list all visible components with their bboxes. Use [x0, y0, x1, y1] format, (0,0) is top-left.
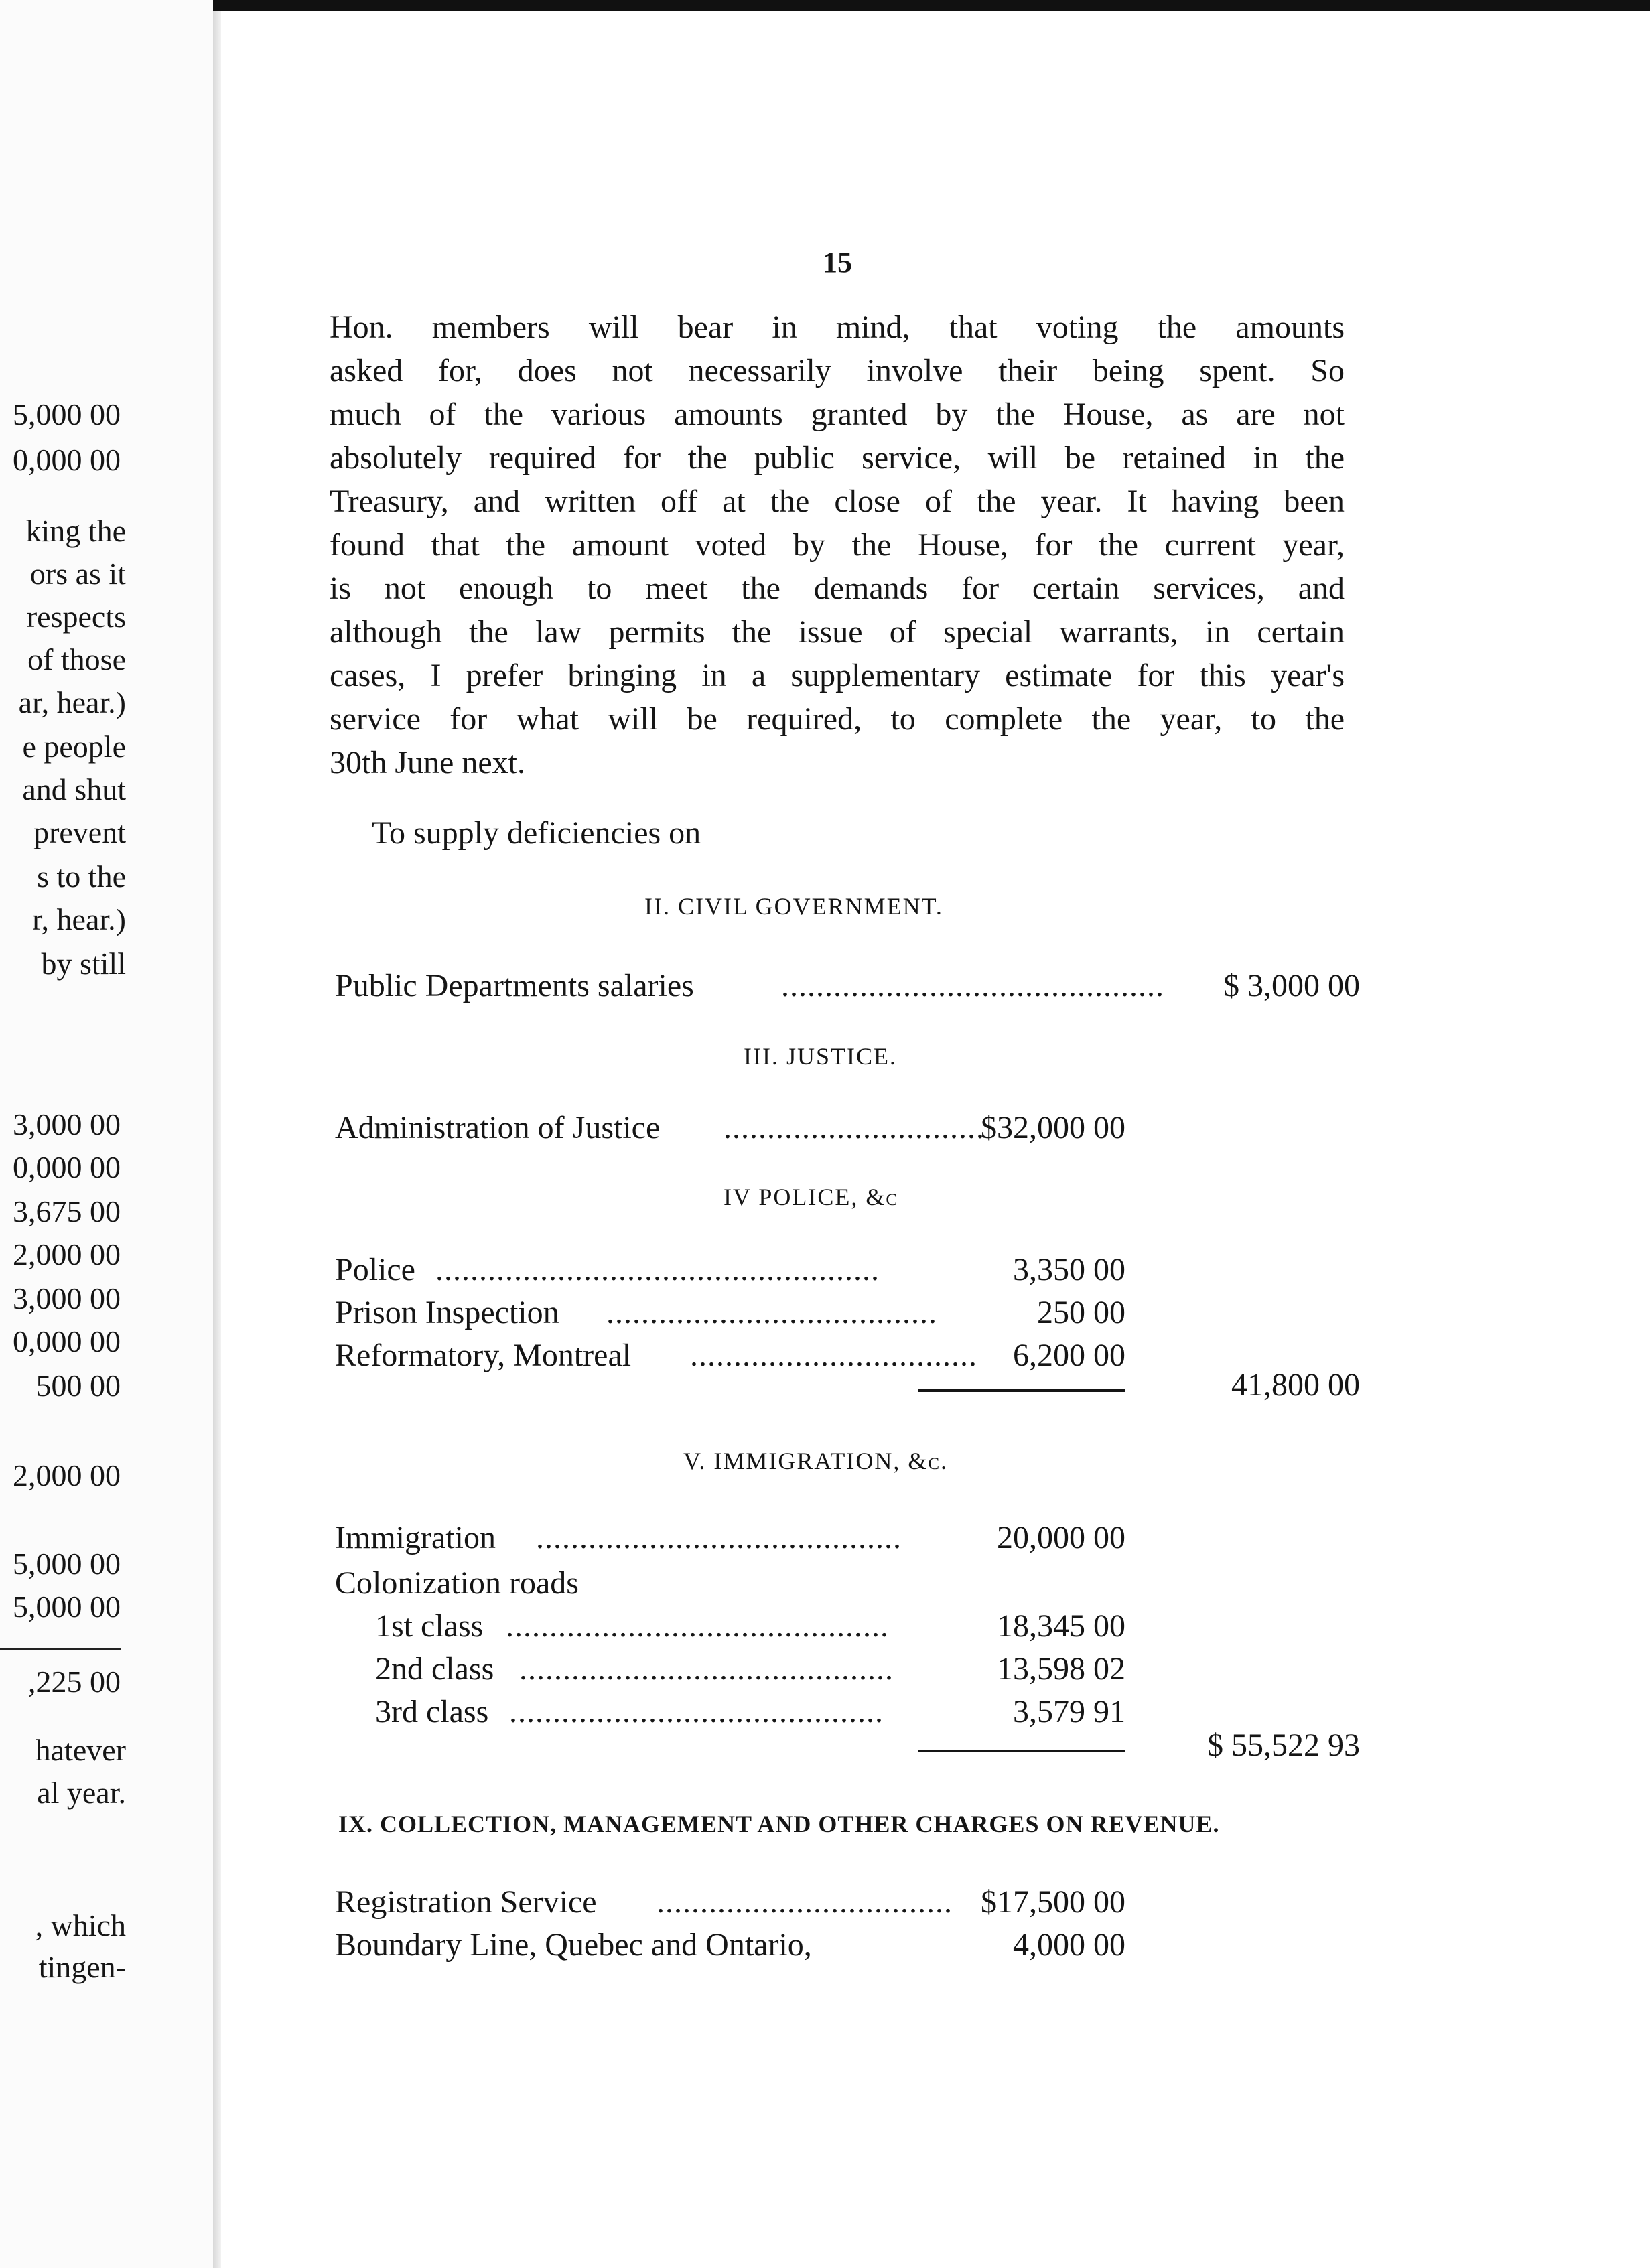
facing-page-fragment [0, 0, 221, 2268]
item-label: Boundary Line, Quebec and Ontario, [335, 1927, 812, 1963]
intro-line: service for what will be required, to complete the year, to the [330, 701, 1345, 737]
item-amount: $17,500 00 [981, 1884, 1125, 1920]
item-label: Registration Service [335, 1884, 597, 1920]
item-label: Public Departments salaries [335, 968, 694, 1003]
estimate-row [335, 1884, 1360, 1926]
dot-leader: ............................................ [781, 968, 1164, 1003]
dot-leader: .................................. [657, 1884, 953, 1920]
facing-page-line: 0,000 00 [13, 1324, 121, 1358]
estimate-row [335, 1926, 1360, 1969]
dot-leader: ...................................... [606, 1295, 937, 1330]
intro-line: cases, I prefer bringing in a supplementary estimate for this year's [330, 658, 1345, 693]
facing-page-line: al year. [37, 1776, 126, 1810]
facing-page-line: ors as it [29, 557, 126, 591]
scan-edge-bar [213, 0, 1650, 11]
facing-page-line: 500 00 [36, 1368, 121, 1403]
intro-line: asked for, does not necessarily involve their being spent. So [330, 353, 1345, 388]
facing-page-line: 2,000 00 [13, 1458, 121, 1492]
section-heading-immigration: V. IMMIGRATION, &c. [683, 1447, 949, 1474]
book-gutter [213, 0, 221, 2268]
page-number: 15 [823, 246, 852, 279]
item-label: Police [335, 1252, 415, 1287]
estimate-row [335, 1650, 1360, 1693]
facing-page-line: 5,000 00 [13, 1547, 121, 1581]
facing-page-line: 3,675 00 [13, 1194, 121, 1228]
item-amount: 3,350 00 [1013, 1252, 1125, 1287]
item-label: 2nd class [375, 1651, 494, 1687]
item-amount: 20,000 00 [997, 1520, 1125, 1555]
facing-page-line: 5,000 00 [13, 397, 121, 431]
dot-leader: ................................................... [435, 1252, 880, 1287]
subtotal-row [335, 1727, 1360, 1770]
facing-page-line: 3,000 00 [13, 1281, 121, 1316]
estimate-row [335, 1294, 1360, 1337]
section-subtotal: $ 55,522 93 [1207, 1727, 1360, 1763]
intro-line: much of the various amounts granted by the House, as are not [330, 397, 1345, 432]
facing-page-line: prevent [33, 815, 126, 849]
intro-paragraph [330, 305, 1345, 784]
intro-line: 30th June next. [330, 745, 525, 780]
item-total: $ 3,000 00 [1223, 968, 1360, 1003]
item-amount: 18,345 00 [997, 1608, 1125, 1644]
section-heading-justice: III. JUSTICE. [744, 1043, 897, 1070]
facing-page-line: r, hear.) [32, 902, 126, 936]
estimate-row [335, 1608, 1360, 1650]
item-amount: 6,200 00 [1013, 1338, 1125, 1373]
dot-leader: .......................................... [536, 1520, 902, 1555]
estimate-row [335, 1109, 1360, 1152]
facing-page-line: e people [22, 729, 126, 764]
intro-line: is not enough to meet the demands for certain services, and [330, 571, 1345, 606]
subtotal-row [335, 1366, 1360, 1409]
dot-leader: ............................................ [506, 1608, 889, 1644]
item-amount: 4,000 00 [1013, 1927, 1125, 1963]
facing-page-line: s to the [37, 859, 126, 894]
section-heading-civil-government: II. CIVIL GOVERNMENT. [644, 893, 943, 920]
section-subtotal: 41,800 00 [1231, 1367, 1360, 1403]
item-amount: 250 00 [1037, 1295, 1125, 1330]
facing-page-line: by still [41, 946, 126, 981]
facing-page-line: 5,000 00 [13, 1589, 121, 1624]
item-label: Colonization roads [335, 1565, 579, 1601]
item-label: 3rd class [375, 1694, 489, 1729]
estimate-row [335, 1565, 1360, 1608]
item-amount: 13,598 02 [997, 1651, 1125, 1687]
facing-page-line: ,225 00 [28, 1664, 121, 1699]
facing-page-line: 0,000 00 [13, 1150, 121, 1184]
facing-page-line: tingen- [38, 1950, 126, 1984]
lead-in-text: To supply deficiencies on [372, 815, 701, 851]
facing-page-line: 0,000 00 [13, 443, 121, 477]
facing-page-line: 3,000 00 [13, 1107, 121, 1141]
facing-page-line: ar, hear.) [18, 685, 126, 719]
facing-page-line: king the [25, 514, 126, 548]
intro-line: Hon. members will bear in mind, that voting the amounts [330, 309, 1345, 345]
item-label: Prison Inspection [335, 1295, 559, 1330]
facing-page-rule [0, 1648, 121, 1650]
facing-page-line: 2,000 00 [13, 1237, 121, 1271]
dot-leader: ........................................... [509, 1694, 884, 1729]
facing-page-line: , which [35, 1908, 126, 1942]
item-label: Immigration [335, 1520, 496, 1555]
facing-page-line: respects [26, 599, 126, 634]
item-amount: 3,579 91 [1013, 1694, 1125, 1729]
section-heading-revenue: IX. COLLECTION, MANAGEMENT AND OTHER CHARGES ON REVENUE. [338, 1811, 1220, 1837]
facing-page-line: hatever [35, 1733, 126, 1767]
intro-line: Treasury, and written off at the close of the year. It having been [330, 484, 1345, 519]
facing-page-line: of those [27, 642, 126, 677]
section-heading-police: IV POLICE, &c [724, 1184, 899, 1210]
intro-line: found that the amount voted by the House, for the current year, [330, 527, 1345, 563]
estimate-row [335, 1519, 1360, 1562]
item-label: Administration of Justice [335, 1110, 661, 1145]
estimate-row [335, 1251, 1360, 1294]
facing-page-line: and shut [22, 772, 126, 806]
estimate-row [335, 967, 1360, 1010]
item-label: 1st class [375, 1608, 484, 1644]
item-label: Reformatory, Montreal [335, 1338, 632, 1373]
intro-line: absolutely required for the public service, will be retained in the [330, 440, 1345, 476]
intro-line: although the law permits the issue of special warrants, in certain [330, 614, 1345, 650]
dot-leader: ................................. [690, 1338, 977, 1373]
dot-leader: .............................. [724, 1110, 985, 1145]
dot-leader: ........................................... [519, 1651, 894, 1687]
item-amount: $32,000 00 [981, 1110, 1125, 1145]
